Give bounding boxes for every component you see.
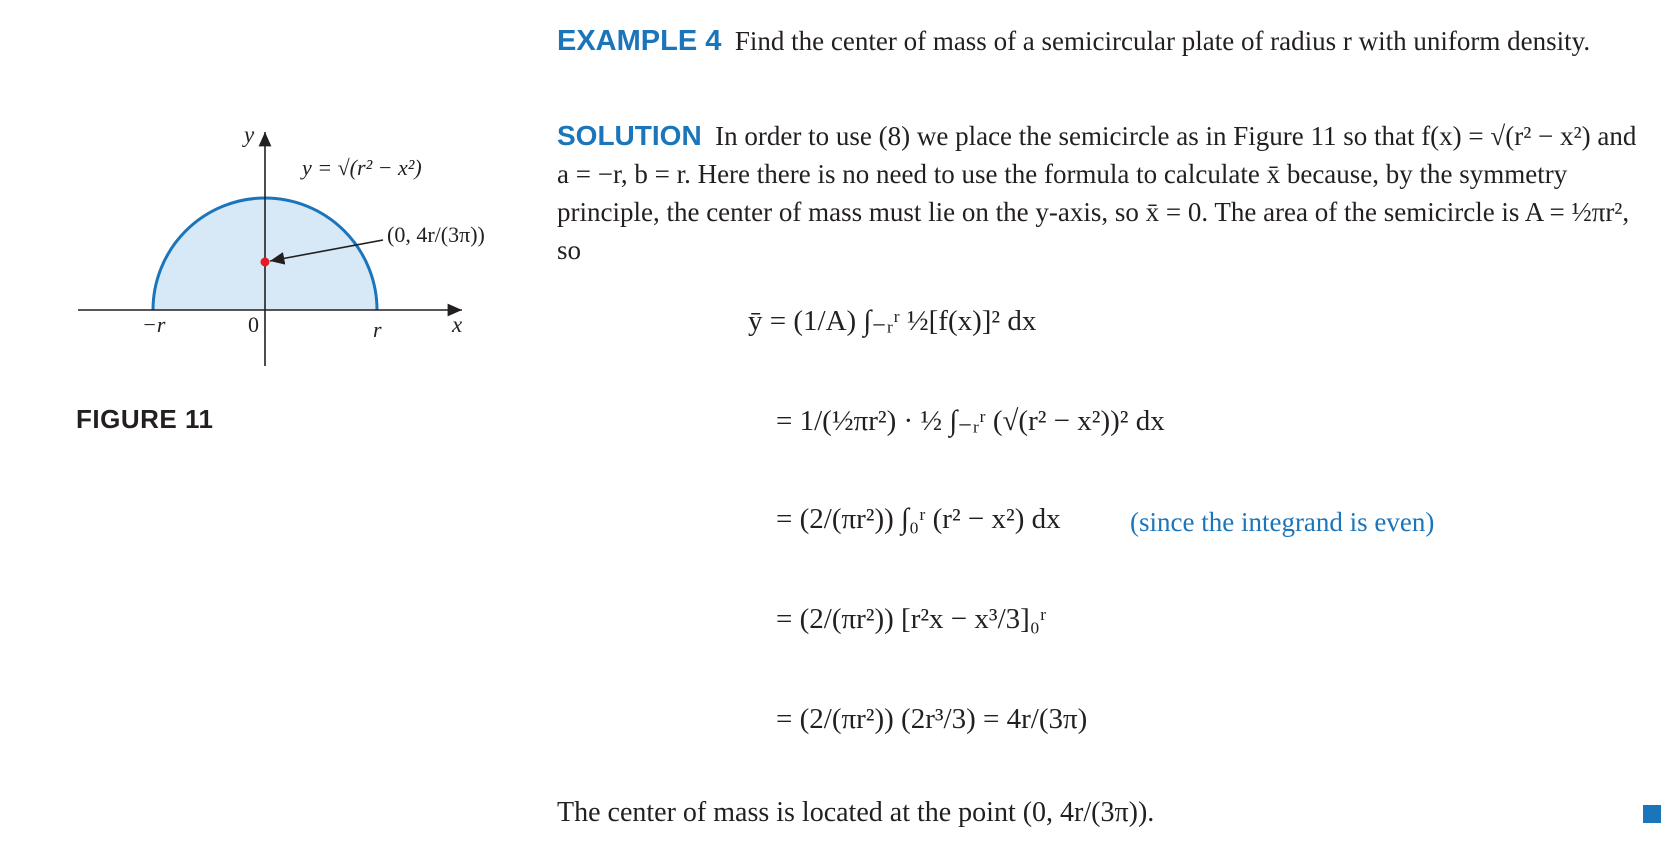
equation-line-1: ȳ = (1/A) ∫₋ᵣʳ ½[f(x)]² dx [748, 305, 1037, 337]
example-statement: Find the center of mass of a semicircular plate of radius r with uniform density. [734, 26, 1591, 56]
equation-line-4: = (2/(πr²)) [r²x − x³/3]₀ʳ [776, 603, 1047, 635]
centroid-point [261, 258, 270, 267]
figure-caption: FIGURE 11 [76, 404, 214, 434]
example-block [557, 22, 1647, 60]
equation-line-2: = 1/(½πr²) · ½ ∫₋ᵣʳ (√(r² − x²))² dx [776, 405, 1165, 437]
solution-heading: SOLUTION [557, 120, 702, 151]
equation-note: (since the integrand is even) [1130, 507, 1435, 537]
y-axis-label: y [244, 122, 255, 147]
centroid-coordinate-label: (0, 4r/(3π)) [387, 222, 485, 247]
end-of-example-marker [1643, 805, 1661, 823]
tick-label-r: r [373, 317, 382, 342]
tick-label-neg-r: −r [142, 312, 166, 337]
equation-line-3: = (2/(πr²)) ∫₀ʳ (r² − x²) dx [776, 503, 1061, 535]
tick-label-zero: 0 [248, 312, 259, 337]
solution-text: In order to use (8) we place the semicircle as in Figure 11 so that f(x) = √(r² − x²) and a = −r, b = r. Here there is no need to use the formula to calculate x̄ because, by the symmetry principle, the center of mass must lie on the y-axis, so x̄ = 0. The area of the semicircle is A = ½πr², so [557, 121, 1637, 265]
example-heading: EXAMPLE 4 [557, 25, 722, 57]
x-axis-label: x [452, 312, 463, 337]
curve-equation-label: y = √(r² − x²) [302, 155, 422, 180]
solution-block [557, 117, 1647, 269]
conclusion-text: The center of mass is located at the point (0, 4r/(3π)). [557, 797, 1155, 828]
equation-line-5: = (2/(πr²)) (2r³/3) = 4r/(3π) [776, 703, 1088, 735]
